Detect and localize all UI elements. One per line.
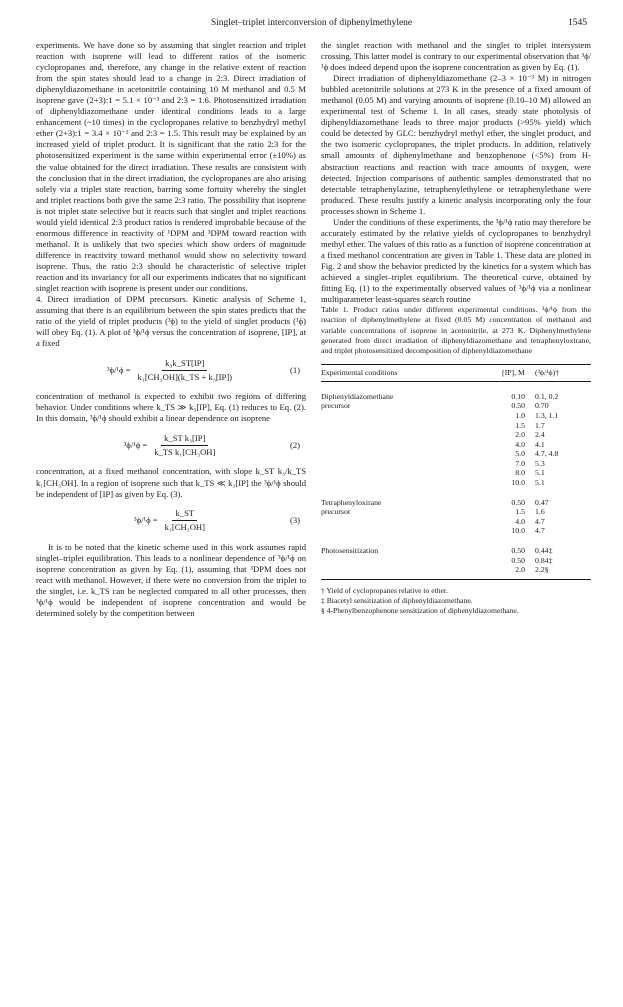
table-cell-ratio: 1.3, 1.1 — [535, 410, 559, 420]
table-row — [321, 526, 591, 536]
table-cell-ratio: 4.7 — [535, 526, 545, 536]
table-row — [321, 478, 591, 488]
table-cell-ratio: 4.7, 4.8 — [535, 449, 559, 459]
table-row — [321, 401, 591, 411]
equation-2-denominator: k_TS k₁[CH₃OH] — [154, 446, 216, 457]
left-paragraph-2: 4. Direct irradiation of DPM precursors. Kinetic analysis of Scheme 1, assuming that there is an equilibrium between the spin states predicts that the ratio of the yield of triplet products (³ϕ) to the yield of singlet products (¹ϕ) will obey Eq. (1). A plot of ³ϕ/¹ϕ versus the concentration of isoprene, [IP], at a fixed — [36, 294, 306, 349]
left-paragraph-4: concentration, at a fixed methanol concentration, with slope k_ST k₃/k_TS k₁[CH₃OH]. In a region of isoprene such that k_TS ≪ k₃[IP] the ³ϕ/¹ϕ should be independent of [IP] as given by Eq. (3). — [36, 466, 306, 499]
table-cell-ip: 10.0 — [511, 526, 525, 536]
equation-1-number: (1) — [289, 364, 300, 375]
table-cell-ip: 2.0 — [515, 430, 525, 440]
table-cell-ratio: 4.1 — [535, 439, 545, 449]
table-cell-ip: 2.0 — [461, 565, 535, 579]
table-row — [321, 381, 591, 401]
equation-3-number: (3) — [289, 515, 300, 526]
table-cell-ip: 1.5 — [515, 507, 525, 517]
equation-2-fraction — [151, 433, 218, 458]
table-cell-condition — [321, 421, 461, 431]
table-cell-ip: 0.10 — [511, 391, 525, 401]
table-cell-condition — [321, 430, 461, 440]
table-row — [321, 411, 591, 421]
table-cell-ratio: 5.3 — [535, 458, 545, 468]
table-cell-ip: 1.5 — [515, 420, 525, 430]
table-cell-ip: 5.0 — [515, 449, 525, 459]
equation-2-lhs: ³ϕ/¹ϕ = — [123, 439, 148, 450]
table-cell-condition: precursor — [321, 507, 351, 517]
table-row — [321, 488, 591, 508]
table-footnotes — [321, 586, 591, 616]
equation-3-fraction — [162, 508, 208, 533]
table-cell-condition — [321, 526, 461, 536]
equation-3-numerator: k_ST — [172, 508, 197, 521]
table-cell-condition — [321, 468, 461, 478]
table-header-conditions: Experimental conditions — [321, 365, 461, 382]
equation-2 — [36, 428, 306, 462]
table-row — [321, 440, 591, 450]
equation-2-number: (2) — [289, 439, 300, 450]
table-cell-condition — [321, 440, 461, 450]
table-cell-ratio: 0.44‡ — [535, 546, 553, 556]
table-caption: Table 1. Product ratios under different experimental conditions. ³ϕ/¹ϕ from the reaction of diphenylmethylene at fixed (0.05 M) concentration of methanol and variable concentrations of isoprene in acetonitrile, at 273 K. Diphenylmethylene generated from direct irradiation of diphenyldiazomethane and tetraphenyloxirane, and triplet photosensitized decomposition of diphenyldiazomethane — [321, 305, 591, 355]
table-cell-ratio: 5.1 — [535, 468, 545, 478]
table-cell-ratio: 0.70 — [535, 401, 549, 411]
table-cell-ip: 0.50 — [511, 555, 525, 565]
table-row — [321, 565, 591, 579]
equation-3-denominator: k₁[CH₃OH] — [164, 522, 205, 533]
table-cell-condition — [321, 556, 461, 566]
table-cell-condition: precursor — [321, 401, 351, 411]
equation-1 — [36, 353, 306, 387]
equation-1-denominator: k₁[CH₃OH](k_TS + k₃[IP]) — [137, 371, 233, 382]
table-row — [321, 517, 591, 527]
table-cell-condition — [321, 459, 461, 469]
table-cell-ip: 0.50 — [511, 401, 525, 411]
table-cell-condition — [321, 449, 461, 459]
page-number: 1545 — [568, 18, 587, 28]
table-cell-ip: 4.0 — [515, 439, 525, 449]
table-cell-ip: 1.0 — [515, 410, 525, 420]
equation-3 — [36, 504, 306, 538]
table-row — [321, 459, 591, 469]
equation-1-lhs: ³ϕ/¹ϕ = — [106, 364, 131, 375]
table-header-ip: [IP], M — [461, 365, 535, 382]
equation-2-numerator: k_ST k₃[IP] — [161, 433, 208, 446]
table-cell-condition: Diphenyldiazomethane — [321, 391, 394, 401]
table-cell-ratio: 4.7 — [535, 516, 545, 526]
equation-3-lhs: ³ϕ/¹ϕ = — [134, 515, 158, 526]
table-cell-condition — [321, 517, 461, 527]
table-row — [321, 556, 591, 566]
table-cell-ip: 10.0 — [511, 478, 525, 488]
table-header-ratio: (³ϕ/¹ϕ)† — [535, 365, 591, 382]
equation-1-numerator: k₃k_ST[IP] — [162, 358, 207, 371]
table-cell-ratio: 5.1 — [535, 478, 545, 488]
table-cell-ip: 4.0 — [515, 516, 525, 526]
right-paragraph-3: Under the conditions of these experiments, the ³ϕ/¹ϕ ratio may therefore be accurately estimated by the relative yields of cyclopropanes to benzhydryl methyl ether. The values of this ratio as a function of isoprene concentration at a fixed methanol concentration are given in Table 1. These data are plotted in Fig. 2 and show the behavior predicted by the kinetics for a system which has achieved a singlet–triplet equilibrium. The theoretical curve, obtained by fitting Eq. (1) to the experimentally observed values of ³ϕ/¹ϕ via a nonlinear multiparameter least-squares search routine — [321, 216, 591, 305]
equation-1-fraction — [135, 358, 236, 383]
left-paragraph-3: concentration of methanol is expected to exhibit two regions of differing behavior. Under conditions where k_TS ≫ k₃[IP], Eq. (1) reduces to Eq. (2). In this domain, ³ϕ/¹ϕ should exhibit a linear dependence on isoprene — [36, 391, 306, 424]
table-cell-condition — [321, 565, 461, 579]
table-cell-ip: 7.0 — [515, 458, 525, 468]
right-paragraph-2: Direct irradiation of diphenyldiazomethane (2–3 × 10⁻³ M) in nitrogen bubbled acetonitrile solutions at 273 K in the presence of a fixed amount of methanol (0.05 M) and varying amounts of isoprene (0.10–10 M) allowed an experimental test of Scheme 1. In all cases, steady state photolysis of diphenyldiazomethane leads to three major products (>95% yield) which could be detected by GLC: benzhydryl methyl ether, the singlet product, and the two isomeric cyclopropanes, the triplet products. In addition, relatively small amounts of diphenylmethane and benzophenone (<5%) from H-abstraction reactions and reaction with trace amounts of oxygen, were detected. Injection comparisons of authentic samples demonstrated that no detectable tetraphenylazine, tetraphenylethylene or tetraphenylethane were produced. These results justify a kinetic analysis incorporating only the four processes shown in Scheme 1. — [321, 73, 591, 216]
footnote-dagger: † Yield of cyclopropanes relative to ether. — [321, 585, 448, 595]
table-cell-condition: Photosensitization — [321, 546, 379, 556]
table-cell-ratio: 1.6 — [535, 507, 545, 517]
table-row — [321, 430, 591, 440]
table-row — [321, 507, 591, 517]
running-title: Singlet–triplet interconversion of diphenylmethylene — [210, 18, 413, 28]
data-table — [321, 364, 591, 580]
left-paragraph-5: It is to be noted that the kinetic scheme used in this work assumes rapid singlet–triplet equilibration. This leads to a nonlinear dependence of ³ϕ/¹ϕ on isoprene concentration as given by Eq. (1), assuming that ³DPM does not react with methanol. However, if there were no conversion from the triplet to the singlet, i.e. k_TS can be neglected compared to all other processes, then ³ϕ/¹ϕ would be independent of isoprene concentration and would be determined solely by the competition between — [36, 541, 306, 618]
right-paragraph-1: the singlet reaction with methanol and the singlet to triplet intersystem crossing. This latter model is contrary to our experimental observation that ³ϕ/¹ϕ does indeed depend upon the isoprene concentration as given by Eq. (1). — [321, 40, 591, 73]
footnote-double-dagger: ‡ Biacetyl sensitization of diphenyldiazomethane. — [321, 595, 473, 605]
left-paragraph-1: experiments. We have done so by assuming that singlet reaction and triplet reaction with isoprene will lead to different ratios of the isomeric cyclopropanes and, therefore, any change in the relative extent of reaction from the spin states should lead to a change in 2:3. Direct irradiation of diphenyldiazomethane in acetonitrile containing 10 M methanol and 0.5 M isoprene gave (2+3):1 = 5.1 × 10⁻³ and 2:3 = 1.6. Photosensitized irradiation of diphenyldiazomethane under identical conditions leads to a large enhancement (~10 times) in the cyclopropanes relative to benzhydryl methyl ether (2+3):1 = 3.4 × 10⁻² and 2:3 = 1.5. This result may be explained by an increased yield of triplet product. It is significant that the ratio 2:3 for the photosensitized experiment is the same within experimental error (±10%) as the value obtained for the direct irradiation. These results are consistent with the conclusion that in the direct irradiation, the cyclopropanes are also arising solely via a triplet state reaction, barring some fortuity whereby the singlet and triplet reactions both give the same 2:3 ratio. The possibility that isoprene is not triplet state selective but it reacts such that singlet and triplet reactions would yield identical 2:3 product ratios is rendered improbable because of the enormous difference in reactivity of ¹DPM and ³DPM toward reaction with methanol. It is unlikely that two species which show orders of magnitude difference in reactivity toward methanol would show no selectivity toward isoprene. Thus, the ratio 2:3 should be characteristic of selective triplet reaction and its invariancy for all our experiments indicates that no significant singlet reaction with isoprene is present under our conditions. — [36, 40, 306, 294]
table-cell-ip: 8.0 — [515, 468, 525, 478]
table-cell-ip: 0.50 — [511, 546, 525, 556]
left-column — [36, 40, 306, 619]
table-cell-ratio: 2.2§ — [535, 565, 591, 579]
right-column — [321, 40, 591, 616]
table-header-row — [321, 365, 591, 382]
table-row — [321, 449, 591, 459]
table-cell-ratio: 0.1, 0.2 — [535, 391, 559, 401]
table-cell-condition — [321, 411, 461, 421]
table-row — [321, 421, 591, 431]
table-cell-ratio: 2.4 — [535, 430, 545, 440]
table-cell-ip: 0.50 — [511, 497, 525, 507]
table-cell-ratio: 0.47 — [535, 497, 549, 507]
table-cell-ratio: 1.7 — [535, 420, 545, 430]
table-cell-condition: Tetraphenyloxirane — [321, 497, 382, 507]
table-cell-ratio: 0.84‡ — [535, 555, 553, 565]
table-row — [321, 536, 591, 556]
footnote-section: § 4-Phenylbenzophenone sensitization of diphenyldiazomethane. — [321, 605, 519, 615]
table-cell-condition — [321, 478, 461, 488]
page-header — [36, 18, 587, 32]
table-row — [321, 468, 591, 478]
